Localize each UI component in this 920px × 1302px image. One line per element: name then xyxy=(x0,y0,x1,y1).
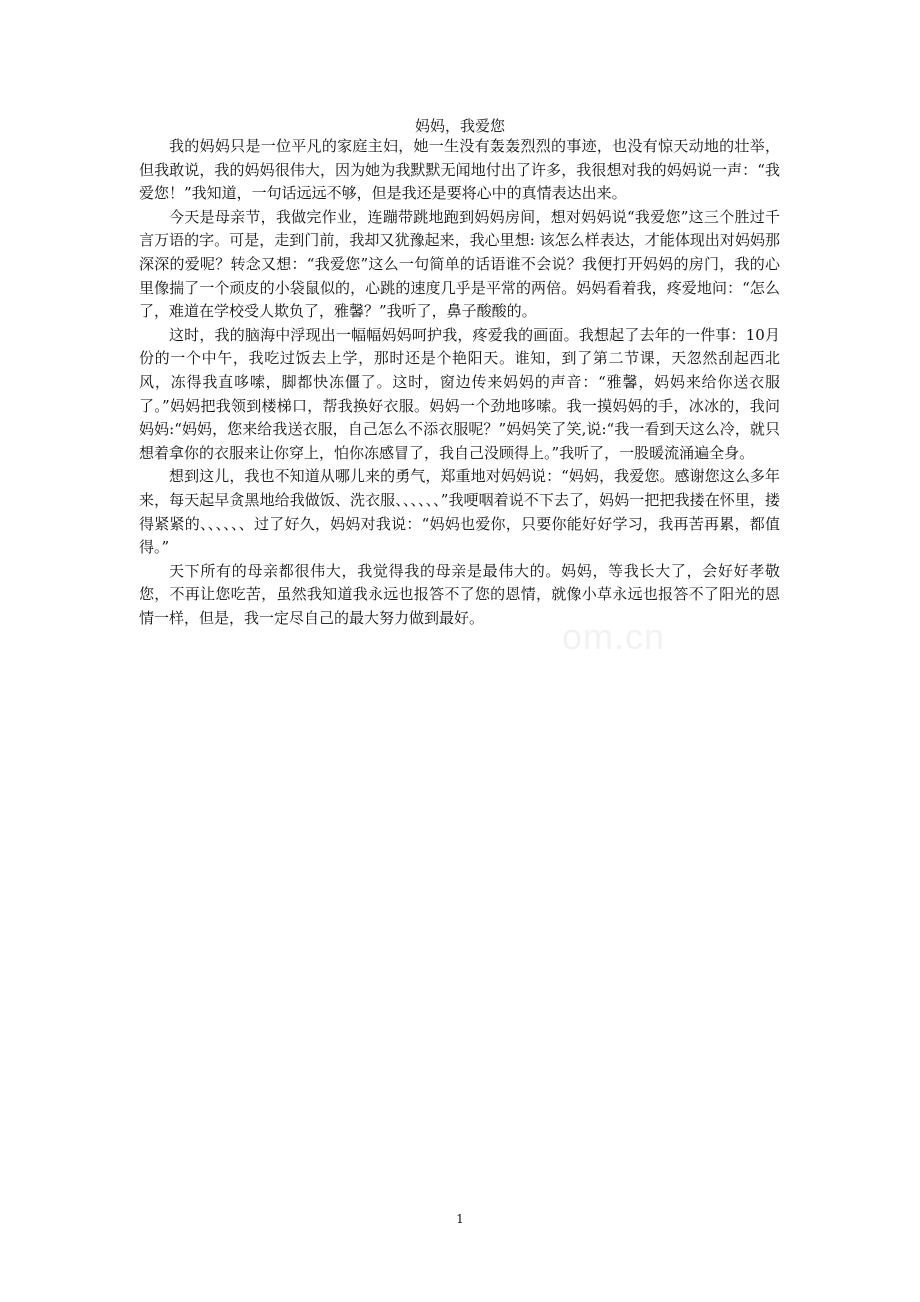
paragraph-3: 这时，我的脑海中浮现出一幅幅妈妈呵护我，疼爱我的画面。我想起了去年的一件事：10月份的一个中午，我吃过饭去上学，那时还是个艳阳天。谁知，到了第二节课，天忽然刮起西北风，冻得我直哆嗦，脚都快冻僵了。这时，窗边传来妈妈的声音：“雅馨，妈妈来给你送衣服了。”妈妈把我领到楼梯口，帮我换好衣服。妈妈一个劲地哆嗦。我一摸妈妈的手，冰冰的，我问妈妈:“妈妈，您来给我送衣服，自己怎么不添衣服呢？”妈妈笑了笑,说:“我一看到天这么冷，就只想着拿你的衣服来让你穿上，怕你冻感冒了，我自己没顾得上。”我听了，一股暖流涌遍全身。 xyxy=(139,325,780,462)
paragraph-2: 今天是母亲节，我做完作业，连蹦带跳地跑到妈妈房间，想对妈妈说“我爱您”这三个胜过千言万语的字。可是，走到门前，我却又犹豫起来，我心里想: 该怎么样表达，才能体现出对妈妈那深深的爱呢？转念又想：“我爱您”这么一句简单的话语谁不会说？我便打开妈妈的房门，我的心里像揣了一个顽皮的小袋鼠似的，心跳的速度几乎是平常的两倍。妈妈看着我，疼爱地问：“怎么了，难道在学校受人欺负了，雅馨？”我听了，鼻子酸酸的。 xyxy=(139,207,780,321)
document-body xyxy=(139,135,780,630)
document-title: 妈妈，我爱您 xyxy=(414,117,505,135)
paragraph-1: 我的妈妈只是一位平凡的家庭主妇，她一生没有轰轰烈烈的事迹，也没有惊天动地的壮举，但我敢说，我的妈妈很伟大，因为她为我默默无闻地付出了许多，我很想对我的妈妈说一声：“我爱您！”我知道，一句话远远不够，但是我还是要将心中的真情表达出来。 xyxy=(139,137,780,203)
paragraph-5: 天下所有的母亲都很伟大，我觉得我的母亲是最伟大的。妈妈，等我长大了，会好好孝敬您，不再让您吃苦，虽然我知道我永远也报答不了您的恩情，就像小草永远也报答不了阳光的恩情一样，但是，我一定尽自己的最大努力做到最好。 xyxy=(139,561,780,627)
paragraph-4: 想到这儿，我也不知道从哪儿来的勇气，郑重地对妈妈说：“妈妈，我爱您。感谢您这么多年来，每天起早贪黑地给我做饭、洗衣服、、、、、、”我哽咽着说不下去了，妈妈一把把我搂在怀里，搂得紧紧的、、、、、、过了好久，妈妈对我说：“妈妈也爱你，只要你能好好学习，我再苦再累，都值得。” xyxy=(139,467,780,557)
watermark: om.cn xyxy=(562,616,666,657)
page-number: 1 xyxy=(456,1212,464,1226)
